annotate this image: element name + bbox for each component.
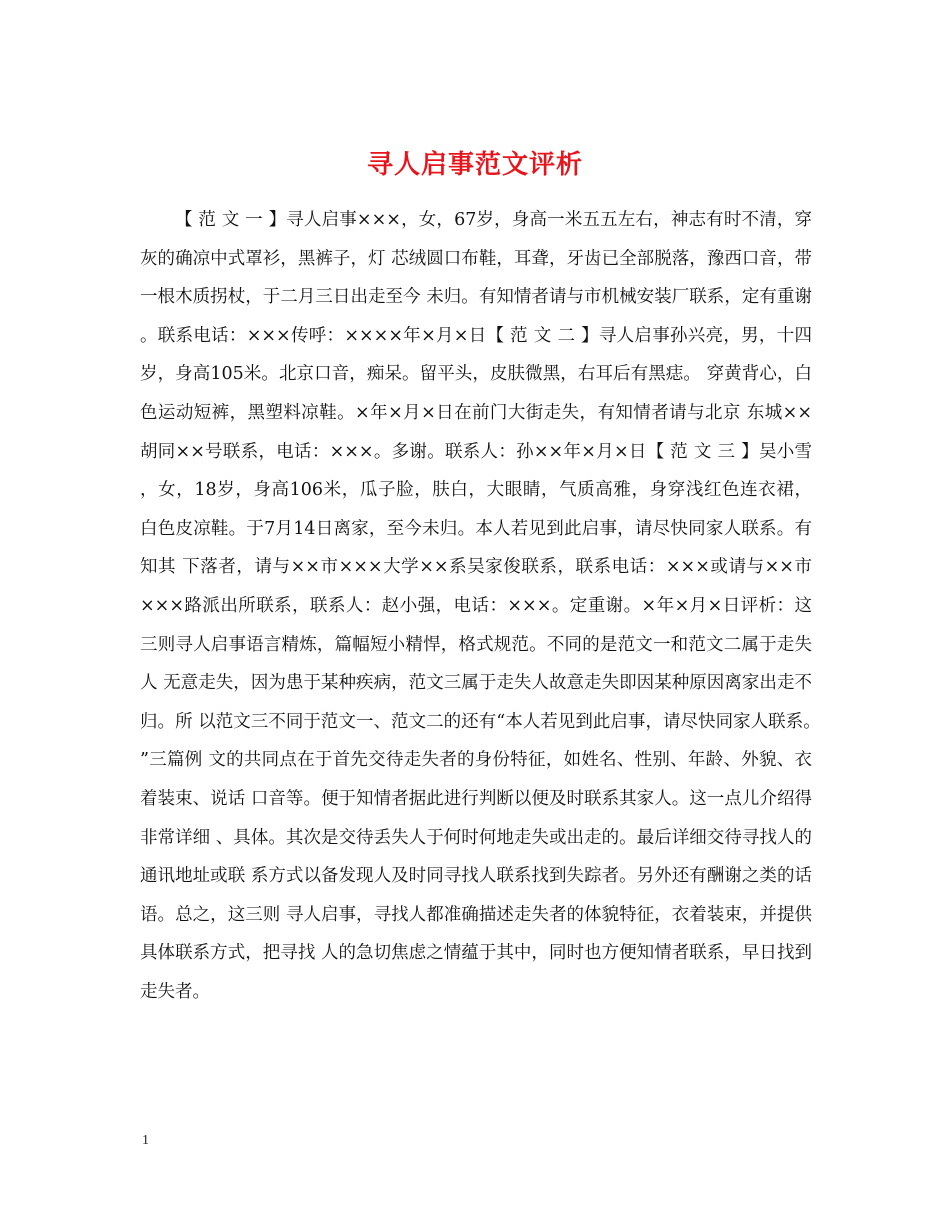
body-paragraph: 【 范 文 一 】寻人启事×××，女，67岁，身高一米五五左右，神志有时不清，穿灰的确凉中式罩衫，黑裤子，灯 芯绒圆口布鞋，耳聋，牙齿已全部脱落，豫西口音，带一根木质拐杖，于二月三日出走至今 未归。有知情者请与市机械安装厂联系，定有重谢。联系电话：×××传呼：××××年×月×日【 范 文 二 】寻人启事孙兴亮，男，十四岁，身高105米。北京口音，痴呆。留平头，皮肤微黑，右耳后有黑痣。 穿黄背心，白色运动短裤，黑塑料凉鞋。×年×月×日在前门大街走失，有知情者请与北京 东城××胡同××号联系，电话：×××。多谢。联系人：孙××年×月×日【 范 文 三 】吴小雪，女，18岁，身高106米，瓜子脸，肤白，大眼睛，气质高雅，身穿浅红色连衣裙， 白色皮凉鞋。于7月14日离家，至今未归。本人若见到此启事，请尽快同家人联系。有知其 下落者，请与××市×××大学××系吴家俊联系，联系电话：×××或请与××市 ×××路派出所联系，联系人：赵小强，电话：×××。定重谢。×年×月×日评析：这三则寻人启事语言精炼，篇幅短小精悍，格式规范。不同的是范文一和范文二属于走失人 无意走失，因为患于某种疾病，范文三属于走失人故意走失即因某种原因离家出走不归。所 以范文三不同于范文一、范文二的还有“本人若见到此启事，请尽快同家人联系。”三篇例 文的共同点在于首先交待走失者的身份特征，如姓名、性别、年龄、外貌、衣着装束、说话 口音等。便于知情者据此进行判断以便及时联系其家人。这一点儿介绍得非常详细 、具体。其次是交待丢失人于何时何地走失或出走的。最后详细交待寻找人的通讯地址或联 系方式以备发现人及时同寻找人联系找到失踪者。另外还有酬谢之类的话语。总之，这三则 寻人启事，寻找人都准确描述走失者的体貌特征，衣着装束，并提供具体联系方式，把寻找 人的急切焦虑之情蕴于其中，同时也方便知情者联系，早日找到走失者。 xyxy=(140,210,812,1002)
document-title: 寻人启事范文评析 xyxy=(366,150,583,181)
page-number: 1 xyxy=(142,1133,149,1148)
